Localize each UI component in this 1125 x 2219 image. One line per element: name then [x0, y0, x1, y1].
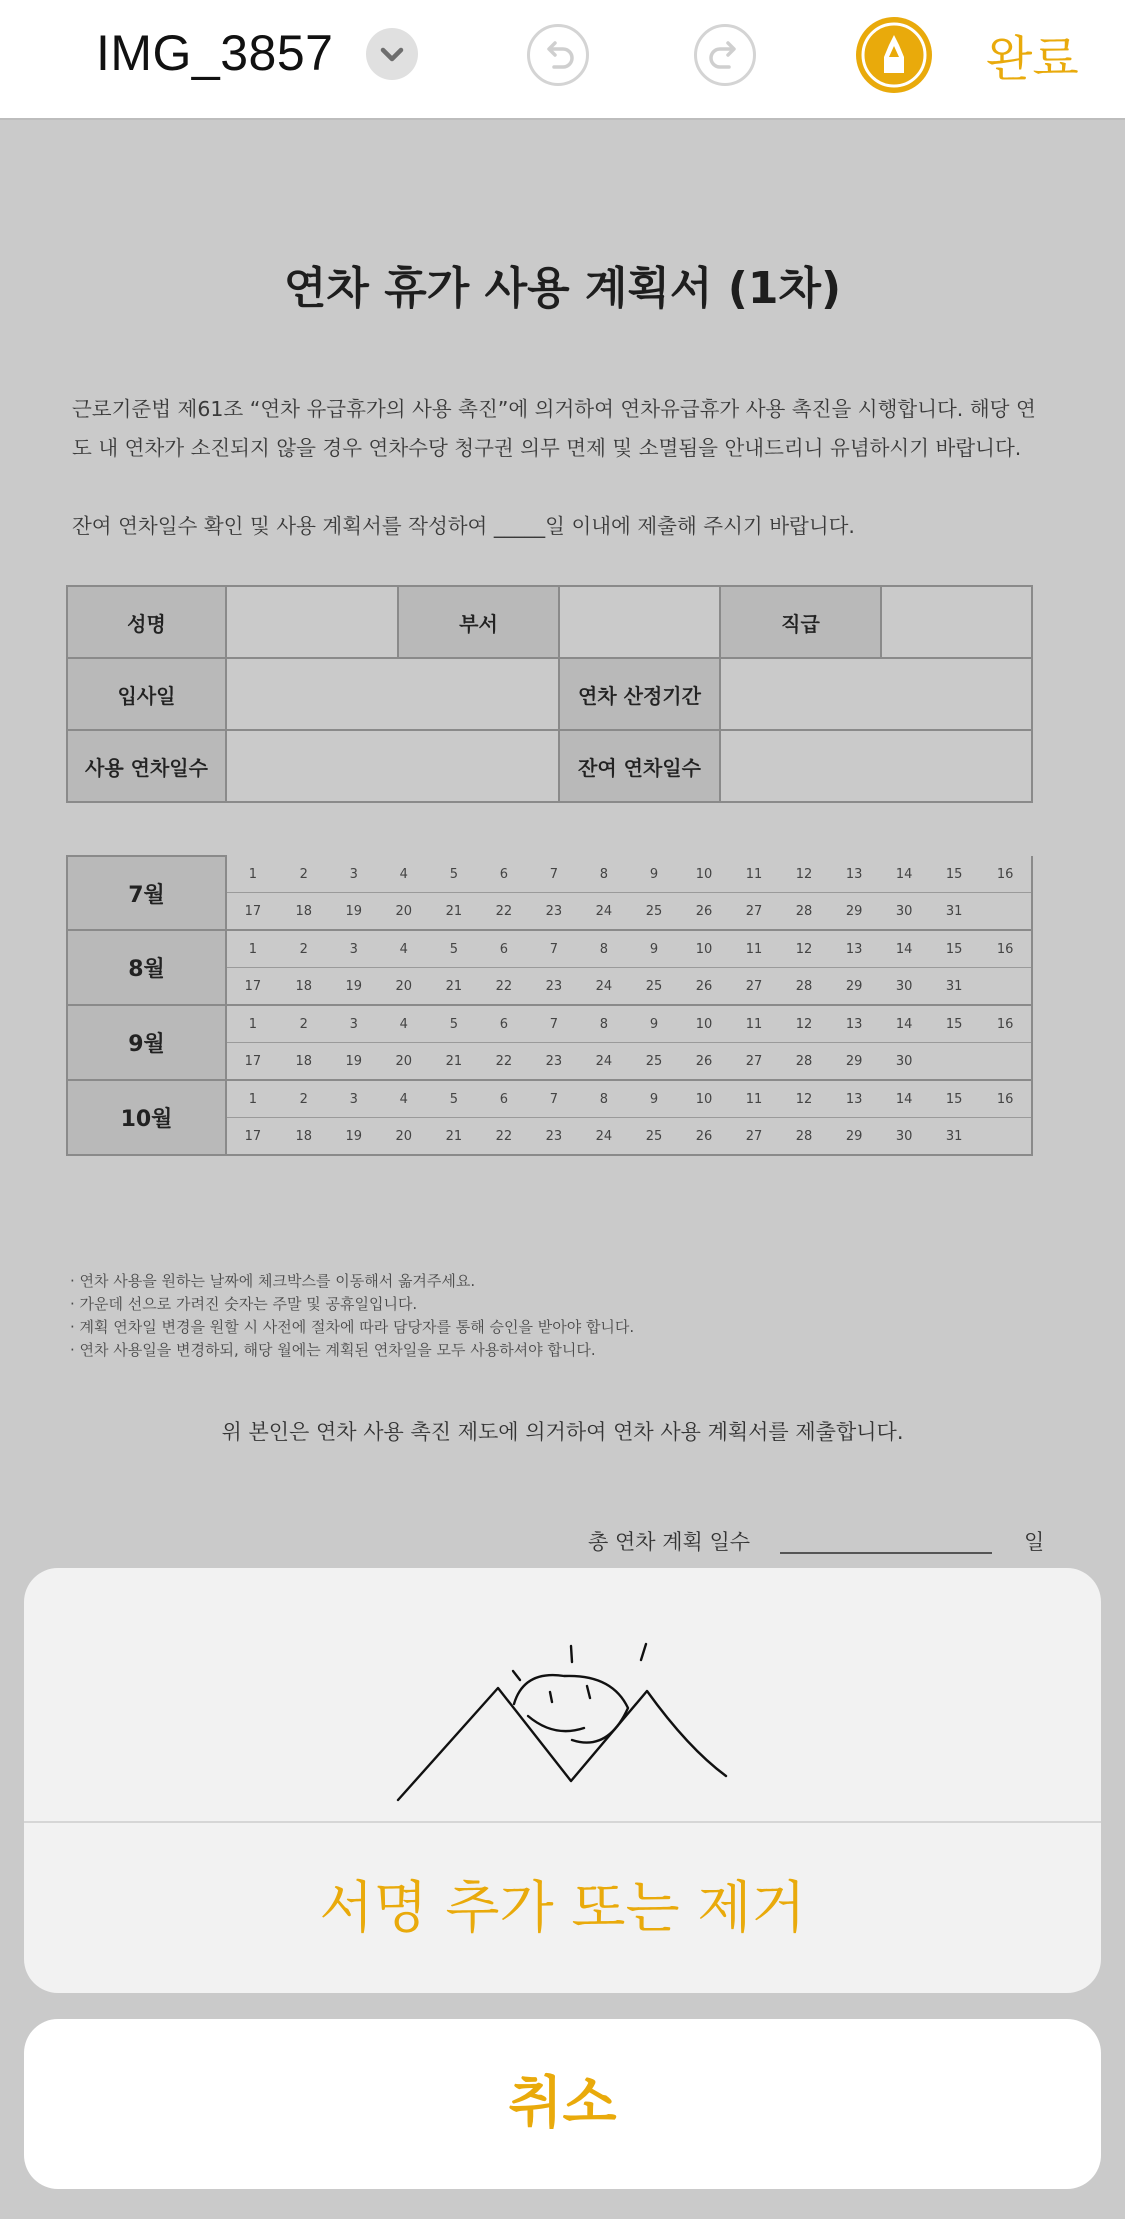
calendar-day[interactable]: 7 — [529, 1005, 579, 1043]
calendar-day[interactable]: 5 — [429, 1005, 479, 1043]
declaration-text: 위 본인은 연차 사용 촉진 제도에 의거하여 연차 사용 계획서를 제출합니다. — [221, 1420, 904, 1444]
calendar-day[interactable]: 13 — [829, 856, 879, 893]
calendar-day[interactable]: 31 — [929, 968, 979, 1006]
calendar-day[interactable]: 29 — [829, 968, 879, 1006]
calendar-day[interactable]: 11 — [729, 930, 779, 968]
calendar-day[interactable]: 10 — [679, 1005, 729, 1043]
calendar-day[interactable]: 11 — [729, 856, 779, 893]
name-header: 성명 — [67, 586, 226, 658]
calendar-day[interactable]: 19 — [329, 968, 379, 1006]
calendar-day[interactable]: 18 — [279, 1118, 329, 1156]
top-toolbar — [0, 0, 1125, 120]
calendar-day[interactable]: 2 — [279, 1005, 329, 1043]
leave-period-cell[interactable] — [720, 658, 1032, 730]
add-or-remove-signature-button[interactable]: 서명 추가 또는 제거 — [319, 1876, 806, 1941]
calendar-day[interactable]: 29 — [829, 893, 879, 931]
calendar-day[interactable]: 21 — [429, 1118, 479, 1156]
calendar-day[interactable]: 17 — [226, 1118, 279, 1156]
calendar-day[interactable]: 18 — [279, 893, 329, 931]
calendar-day[interactable]: 18 — [279, 968, 329, 1006]
calendar-day[interactable]: 7 — [529, 856, 579, 893]
calendar-day[interactable]: 26 — [679, 968, 729, 1006]
redo-icon[interactable] — [694, 24, 756, 86]
employee-info-table — [66, 585, 1033, 803]
calendar-day[interactable]: 25 — [629, 1118, 679, 1156]
note-item: · 연차 사용일을 변경하되, 해당 월에는 계획된 연차일을 모두 사용하셔야 합니다. — [70, 1341, 596, 1359]
submit-notice: 잔여 연차일수 확인 및 사용 계획서를 작성하여 _____일 이내에 제출해 주시기 바랍니다. — [72, 514, 855, 538]
calendar-day[interactable]: 3 — [329, 1005, 379, 1043]
calendar-day[interactable]: 23 — [529, 968, 579, 1006]
rank-cell[interactable] — [881, 586, 1032, 658]
document-title: 연차 휴가 사용 계획서 (1차) — [283, 263, 842, 314]
calendar-day[interactable]: 1 — [226, 856, 279, 893]
calendar-day[interactable]: 22 — [479, 1118, 529, 1156]
calendar-day[interactable] — [979, 1118, 1032, 1156]
calendar-day[interactable]: 25 — [629, 968, 679, 1006]
calendar-day[interactable]: 12 — [779, 856, 829, 893]
calendar-day[interactable]: 29 — [829, 1118, 879, 1156]
calendar-day[interactable]: 6 — [479, 930, 529, 968]
note-item: · 계획 연차일 변경을 원할 시 사전에 절차에 따라 담당자를 통해 승인을 받아야 합니다. — [70, 1318, 635, 1336]
calendar-day[interactable]: 2 — [279, 856, 329, 893]
calendar-day[interactable]: 7 — [529, 1080, 579, 1118]
calendar-day[interactable]: 17 — [226, 893, 279, 931]
used-days-cell[interactable] — [226, 730, 559, 802]
calendar-day[interactable]: 23 — [529, 1043, 579, 1081]
total-days-unit: 일 — [1024, 1530, 1045, 1554]
calendar-row — [67, 930, 1032, 968]
intro-line-2: 도 내 연차가 소진되지 않을 경우 연차수당 청구권 의무 면제 및 소멸됨을 안내드리니 유념하시기 바랍니다. — [72, 436, 1022, 460]
calendar-day[interactable]: 8 — [579, 856, 629, 893]
calendar-day[interactable]: 17 — [226, 1043, 279, 1081]
calendar-day[interactable]: 9 — [629, 1080, 679, 1118]
calendar-day[interactable]: 21 — [429, 893, 479, 931]
calendar-day[interactable]: 2 — [279, 1080, 329, 1118]
calendar-day[interactable]: 28 — [779, 1118, 829, 1156]
calendar-day[interactable]: 16 — [979, 930, 1032, 968]
calendar-day[interactable]: 16 — [979, 856, 1032, 893]
calendar-day[interactable]: 26 — [679, 1118, 729, 1156]
calendar-day[interactable]: 14 — [879, 1080, 929, 1118]
calendar-day[interactable]: 27 — [729, 1118, 779, 1156]
calendar-day[interactable]: 22 — [479, 893, 529, 931]
month-label: 7월 — [67, 856, 226, 930]
calendar-day[interactable]: 27 — [729, 893, 779, 931]
join-date-header: 입사일 — [67, 658, 226, 730]
calendar-day[interactable]: 6 — [479, 1005, 529, 1043]
note-item: · 가운데 선으로 가려진 숫자는 주말 및 공휴일입니다. — [70, 1295, 418, 1313]
calendar-day[interactable]: 31 — [929, 1118, 979, 1156]
done-button[interactable]: 완료 — [986, 31, 1079, 87]
calendar-day[interactable]: 10 — [679, 856, 729, 893]
calendar-day[interactable]: 18 — [279, 1043, 329, 1081]
calendar-day[interactable]: 7 — [529, 930, 579, 968]
calendar-day[interactable]: 24 — [579, 968, 629, 1006]
calendar-day[interactable]: 5 — [429, 930, 479, 968]
calendar-day[interactable]: 4 — [379, 856, 429, 893]
undo-icon[interactable] — [527, 24, 589, 86]
calendar-table — [66, 855, 1033, 1156]
calendar-day[interactable]: 28 — [779, 893, 829, 931]
calendar-day[interactable]: 20 — [379, 968, 429, 1006]
calendar-day[interactable]: 5 — [429, 856, 479, 893]
calendar-day[interactable]: 6 — [479, 856, 529, 893]
remaining-days-cell[interactable] — [720, 730, 1032, 802]
calendar-day[interactable]: 19 — [329, 893, 379, 931]
calendar-day[interactable]: 14 — [879, 1005, 929, 1043]
calendar-day[interactable]: 23 — [529, 1118, 579, 1156]
total-days-underline[interactable] — [780, 1552, 992, 1554]
calendar-day[interactable]: 3 — [329, 856, 379, 893]
calendar-day[interactable]: 19 — [329, 1043, 379, 1081]
signature-preview[interactable] — [24, 1568, 1101, 1821]
calendar-day[interactable]: 9 — [629, 856, 679, 893]
calendar-day[interactable]: 3 — [329, 930, 379, 968]
calendar-day[interactable]: 4 — [379, 930, 429, 968]
calendar-day[interactable]: 15 — [929, 856, 979, 893]
month-label: 8월 — [67, 930, 226, 1005]
calendar-row — [67, 1080, 1032, 1118]
calendar-day[interactable]: 11 — [729, 1080, 779, 1118]
calendar-day[interactable]: 30 — [879, 893, 929, 931]
calendar-day[interactable]: 13 — [829, 1080, 879, 1118]
calendar-day[interactable]: 21 — [429, 968, 479, 1006]
calendar-day[interactable]: 13 — [829, 1005, 879, 1043]
calendar-day[interactable]: 2 — [279, 930, 329, 968]
file-name-title[interactable]: IMG_3857 — [96, 25, 334, 81]
calendar-day[interactable]: 1 — [226, 1080, 279, 1118]
calendar-day[interactable] — [979, 968, 1032, 1006]
calendar-day[interactable]: 25 — [629, 893, 679, 931]
calendar-day[interactable]: 8 — [579, 1080, 629, 1118]
calendar-day[interactable]: 1 — [226, 930, 279, 968]
calendar-row — [67, 856, 1032, 893]
calendar-day[interactable]: 3 — [329, 1080, 379, 1118]
calendar-day[interactable]: 26 — [679, 893, 729, 931]
calendar-day[interactable]: 8 — [579, 1005, 629, 1043]
calendar-day[interactable]: 10 — [679, 930, 729, 968]
leave-calendar — [66, 855, 1033, 1156]
chevron-down-icon[interactable] — [366, 28, 418, 80]
calendar-day[interactable]: 20 — [379, 1043, 429, 1081]
calendar-day[interactable]: 22 — [479, 968, 529, 1006]
calendar-row — [67, 1005, 1032, 1043]
calendar-day[interactable]: 26 — [679, 1043, 729, 1081]
calendar-day[interactable]: 28 — [779, 1043, 829, 1081]
calendar-day[interactable]: 27 — [729, 1043, 779, 1081]
intro-paragraph — [72, 390, 1057, 468]
calendar-day[interactable]: 29 — [829, 1043, 879, 1081]
calendar-day[interactable]: 4 — [379, 1005, 429, 1043]
calendar-day[interactable]: 14 — [879, 930, 929, 968]
calendar-day[interactable]: 27 — [729, 968, 779, 1006]
calendar-day[interactable]: 16 — [979, 1005, 1032, 1043]
intro-line-1: 근로기준법 제61조 “연차 유급휴가의 사용 촉진”에 의거하여 연차유급휴가 사용 촉진을 시행합니다. 해당 연 — [72, 397, 1036, 421]
calendar-day[interactable]: 16 — [979, 1080, 1032, 1118]
cancel-button[interactable]: 취소 — [24, 2019, 1101, 2189]
calendar-day[interactable]: 12 — [779, 1080, 829, 1118]
calendar-day[interactable] — [979, 1043, 1032, 1081]
calendar-day[interactable]: 30 — [879, 968, 929, 1006]
month-label: 10월 — [67, 1080, 226, 1155]
calendar-day[interactable]: 22 — [479, 1043, 529, 1081]
calendar-day[interactable]: 13 — [829, 930, 879, 968]
calendar-day[interactable]: 14 — [879, 856, 929, 893]
calendar-day[interactable]: 15 — [929, 1005, 979, 1043]
calendar-day[interactable]: 20 — [379, 1118, 429, 1156]
calendar-day[interactable]: 31 — [929, 893, 979, 931]
calendar-day[interactable]: 6 — [479, 1080, 529, 1118]
calendar-day[interactable]: 12 — [779, 1005, 829, 1043]
notes-list — [70, 1270, 634, 1362]
calendar-day[interactable]: 12 — [779, 930, 829, 968]
calendar-day[interactable]: 11 — [729, 1005, 779, 1043]
calendar-day[interactable]: 28 — [779, 968, 829, 1006]
calendar-day[interactable]: 8 — [579, 930, 629, 968]
calendar-day[interactable]: 25 — [629, 1043, 679, 1081]
calendar-day[interactable]: 19 — [329, 1118, 379, 1156]
calendar-day[interactable]: 24 — [579, 1043, 629, 1081]
leave-period-header: 연차 산정기간 — [559, 658, 720, 730]
calendar-day[interactable]: 23 — [529, 893, 579, 931]
signature-action-sheet — [24, 1568, 1101, 1993]
total-days-label: 총 연차 계획 일수 — [588, 1530, 751, 1554]
calendar-day[interactable]: 1 — [226, 1005, 279, 1043]
join-date-cell[interactable] — [226, 658, 559, 730]
calendar-day[interactable]: 20 — [379, 893, 429, 931]
dept-cell[interactable] — [559, 586, 720, 658]
calendar-day[interactable]: 4 — [379, 1080, 429, 1118]
dept-header: 부서 — [398, 586, 559, 658]
calendar-day[interactable] — [929, 1043, 979, 1081]
used-days-header: 사용 연차일수 — [67, 730, 226, 802]
remaining-days-header: 잔여 연차일수 — [559, 730, 720, 802]
month-label: 9월 — [67, 1005, 226, 1080]
calendar-day[interactable] — [979, 893, 1032, 931]
calendar-day[interactable]: 21 — [429, 1043, 479, 1081]
name-cell[interactable] — [226, 586, 398, 658]
calendar-day[interactable]: 15 — [929, 1080, 979, 1118]
calendar-day[interactable]: 9 — [629, 1005, 679, 1043]
sheet-divider — [24, 1821, 1101, 1823]
note-item: · 연차 사용을 원하는 날짜에 체크박스를 이동해서 옮겨주세요. — [70, 1272, 476, 1290]
calendar-day[interactable]: 10 — [679, 1080, 729, 1118]
calendar-day[interactable]: 17 — [226, 968, 279, 1006]
calendar-day[interactable]: 9 — [629, 930, 679, 968]
calendar-day[interactable]: 30 — [879, 1118, 929, 1156]
calendar-day[interactable]: 24 — [579, 893, 629, 931]
calendar-day[interactable]: 15 — [929, 930, 979, 968]
calendar-day[interactable]: 5 — [429, 1080, 479, 1118]
markup-pen-icon[interactable] — [856, 17, 932, 93]
rank-header: 직급 — [720, 586, 881, 658]
calendar-day[interactable]: 30 — [879, 1043, 929, 1081]
calendar-day[interactable]: 24 — [579, 1118, 629, 1156]
